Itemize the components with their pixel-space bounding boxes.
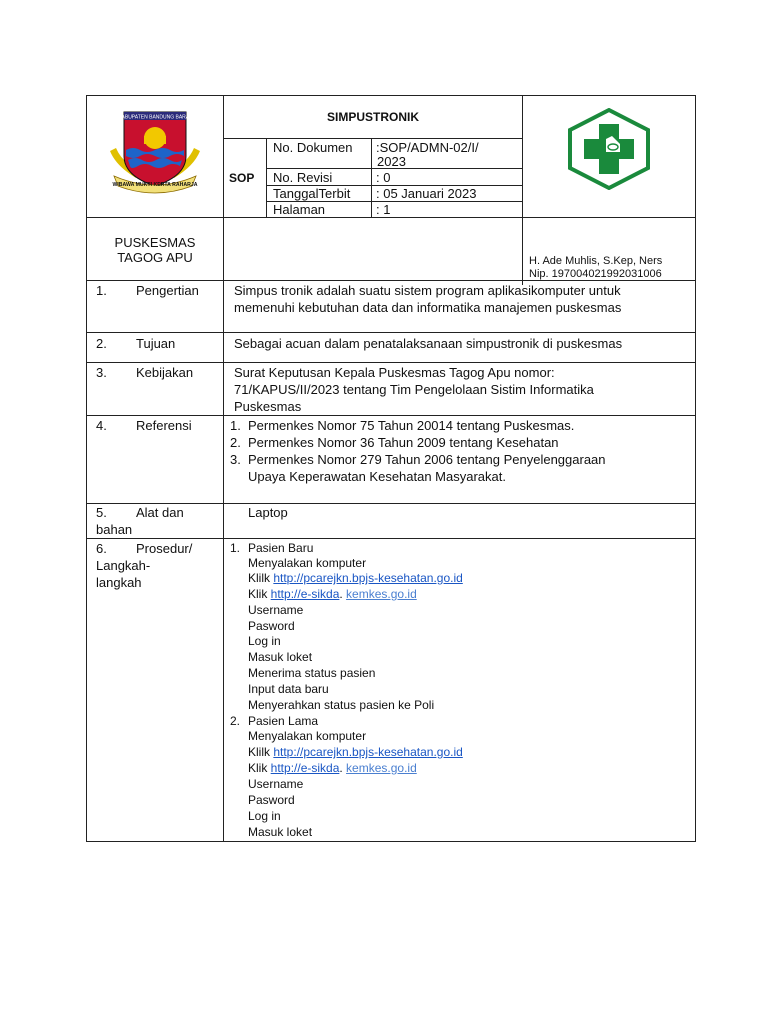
kebijakan-line-2: 71/KAPUS/II/2023 tentang Tim Pengelolaan Sistim Informatika <box>234 382 594 397</box>
pasien-lama-link-line-2 <box>248 760 417 776</box>
meta-value-tanggal: : 05 Januari 2023 <box>376 186 477 201</box>
referensi-item-number-3: 3. <box>230 452 241 467</box>
pasien-baru-step: Pasword <box>248 619 295 633</box>
referensi-item-3-cont: Upaya Keperawatan Kesehatan Masyarakat. <box>248 469 506 484</box>
section-label-prosedur: Prosedur/ <box>136 541 193 556</box>
pasien-baru-title: Pasien Baru <box>248 541 314 555</box>
svg-text:KABUPATEN BANDUNG BARAT: KABUPATEN BANDUNG BARAT <box>118 114 192 121</box>
puskesmas-name-line1: PUSKESMAS <box>114 235 196 250</box>
meta-value-revisi: : 0 <box>376 170 391 185</box>
meta-label-dokumen: No. Dokumen <box>273 140 353 155</box>
section-label-alat: Alat dan <box>136 505 184 520</box>
esikda-link[interactable]: http://e-sikda <box>270 587 340 601</box>
link-separator: . <box>339 761 347 775</box>
pasien-baru-step: Menerima status pasien <box>248 666 376 680</box>
referensi-item-3: Permenkes Nomor 279 Tahun 2006 tentang Penyelenggaraan <box>248 452 606 467</box>
pcare-link[interactable]: http://pcarejkn.bpjs-kesehatan.go.id <box>273 745 463 759</box>
pengertian-line-1: Simpus tronik adalah suatu sistem program aplikasikomputer untuk <box>234 283 621 298</box>
referensi-item-number-2: 2. <box>230 435 241 450</box>
alat-text: Laptop <box>248 505 288 520</box>
meta-label-tanggal: TanggalTerbit <box>273 186 351 201</box>
prosedur-item-number-1: 1. <box>230 541 241 555</box>
meta-value-halaman: : 1 <box>376 202 391 217</box>
section-label-bahan: bahan <box>96 522 133 537</box>
section-label-langkah2: langkah <box>96 575 142 590</box>
pasien-lama-step: Username <box>248 777 304 791</box>
meta-value-dokumen: :SOP/ADMN-02/I/ <box>376 140 479 155</box>
section-number-3: 3. <box>96 365 107 380</box>
kebijakan-line-1: Surat Keputusan Kepala Puskesmas Tagog Apu nomor: <box>234 365 555 380</box>
pasien-baru-step: Menyerahkan status pasien ke Poli <box>248 698 435 712</box>
pasien-baru-step: Input data baru <box>248 682 329 696</box>
sop-label: SOP <box>229 171 255 185</box>
section-label-langkah: Langkah- <box>96 558 151 573</box>
section-number-1: 1. <box>96 283 107 298</box>
klik-text: Klik <box>248 587 271 601</box>
pasien-lama-step: Menyalakan komputer <box>248 729 367 743</box>
klik-text: Klik <box>248 761 271 775</box>
prosedur-item-number-2: 2. <box>230 714 241 728</box>
tujuan-text: Sebagai acuan dalam penatalaksanaan simpustronik di puskesmas <box>234 336 623 351</box>
signer-nip: Nip. 197004021992031006 <box>529 268 662 280</box>
meta-label-revisi: No. Revisi <box>273 170 333 185</box>
signer-name: H. Ade Muhlis, S.Kep, Ners <box>529 255 663 267</box>
section-label-tujuan: Tujuan <box>136 336 176 351</box>
document-title: SIMPUSTRONIK <box>326 110 419 124</box>
meta-label-halaman: Halaman <box>273 202 326 217</box>
pasien-baru-link-line-2 <box>248 586 417 602</box>
section-number-4: 4. <box>96 418 107 433</box>
pasien-lama-step: Pasword <box>248 793 295 807</box>
klik-text: Klilk <box>248 571 274 585</box>
pasien-baru-link-line-1 <box>248 570 463 586</box>
pasien-lama-step: Log in <box>248 809 281 823</box>
pasien-lama-step: Masuk loket <box>248 825 313 839</box>
section-label-kebijakan: Kebijakan <box>136 365 194 380</box>
svg-text:WIBAWA MUKTI KERTA RAHARJA: WIBAWA MUKTI KERTA RAHARJA <box>112 182 198 188</box>
section-number-6: 6. <box>96 541 107 556</box>
pasien-lama-title: Pasien Lama <box>248 714 319 728</box>
puskesmas-name-line2: TAGOG APU <box>117 250 193 265</box>
pasien-baru-step: Username <box>248 603 304 617</box>
referensi-item-2: Permenkes Nomor 36 Tahun 2009 tentang Kesehatan <box>248 435 559 450</box>
referensi-item-number-1: 1. <box>230 418 241 433</box>
kemkes-link[interactable]: kemkes.go.id <box>346 761 417 775</box>
klik-text: Klilk <box>248 745 274 759</box>
pasien-baru-step: Menyalakan komputer <box>248 556 367 570</box>
regency-emblem-logo <box>106 106 204 196</box>
referensi-item-1: Permenkes Nomor 75 Tahun 20014 tentang Puskesmas. <box>248 418 575 433</box>
pasien-lama-link-line-1 <box>248 744 463 760</box>
section-label-referensi: Referensi <box>136 418 192 433</box>
pcare-link[interactable]: http://pcarejkn.bpjs-kesehatan.go.id <box>273 571 463 585</box>
pasien-baru-step: Masuk loket <box>248 650 313 664</box>
esikda-link[interactable]: http://e-sikda <box>270 761 340 775</box>
section-number-2: 2. <box>96 336 107 351</box>
section-number-5: 5. <box>96 505 107 520</box>
puskesmas-cross-logo <box>566 108 652 190</box>
section-label-pengertian: Pengertian <box>136 283 199 298</box>
pasien-baru-step: Log in <box>248 634 281 648</box>
kemkes-link[interactable]: kemkes.go.id <box>346 587 417 601</box>
meta-value-dokumen-year: 2023 <box>377 154 406 169</box>
kebijakan-line-3: Puskesmas <box>234 399 302 414</box>
link-separator: . <box>339 587 347 601</box>
pengertian-line-2: memenuhi kebutuhan data dan informatika manajemen puskesmas <box>234 300 622 315</box>
